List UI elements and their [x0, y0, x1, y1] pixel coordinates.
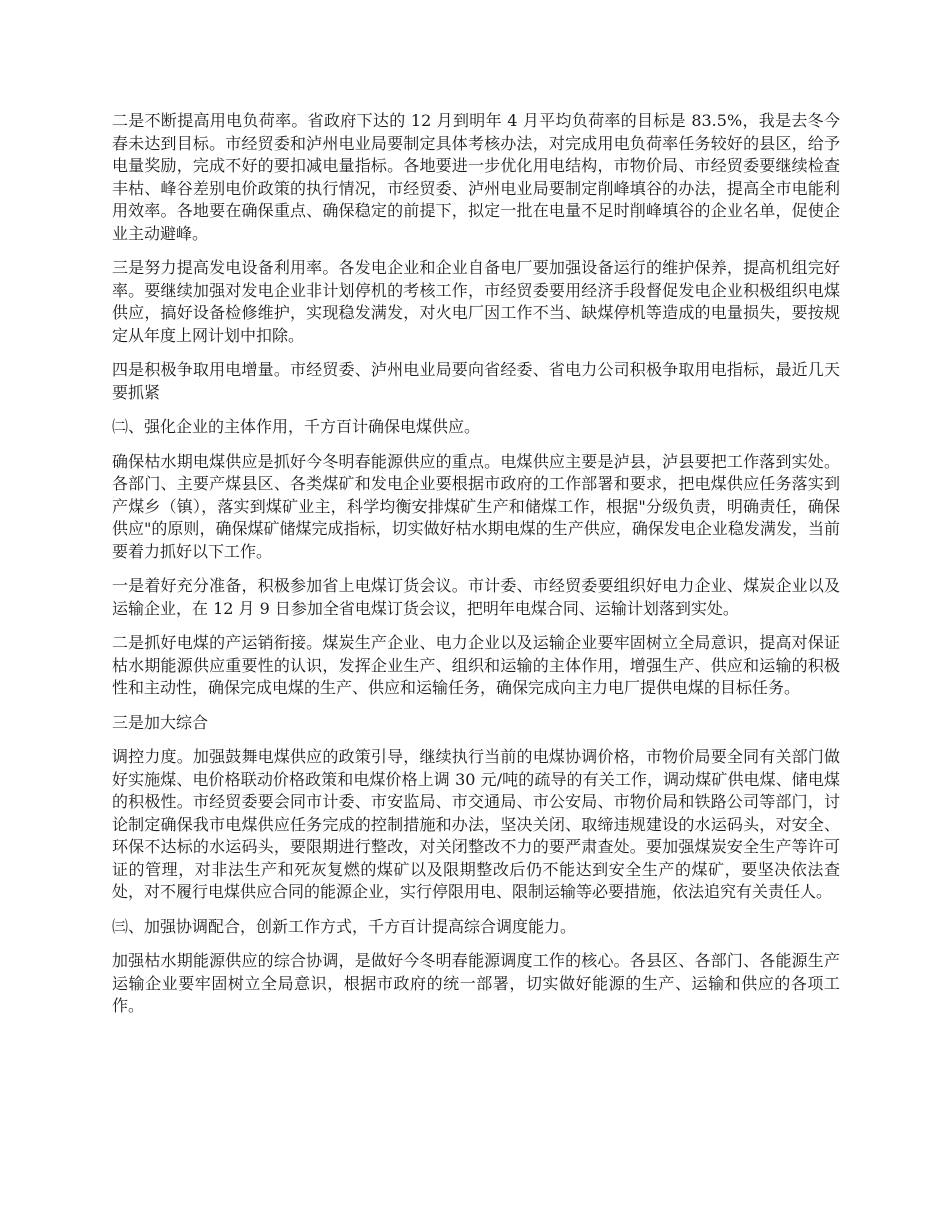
paragraph-5: 一是着好充分准备，积极参加省上电煤订货会议。市计委、市经贸委要组织好电力企业、煤炭企业以及运输企业，在 12 月 9 日参加全省电煤订货会议，把明年电煤合同、运输计划落到实处。 — [112, 576, 840, 618]
section-heading-2: ㈡、强化企业的主体作用，千方百计确保电煤供应。 — [112, 417, 481, 436]
paragraph-1: 二是不断提高用电负荷率。省政府下达的 12 月到明年 4 月平均负荷率的目标是 83.5%，我是去冬今春未达到目标。市经贸委和泸州电业局要制定具体考核办法，对完成用电负荷率任务较好的县区，给予电量奖励，完成不好的要扣减电量指标。各地要进一步优化用电结构，市物价局、市经贸委要继续检查丰枯、峰谷差别电价政策的执行情况，市经贸委、泸州电业局要制定削峰填谷的办法，提高全市电能利用效率。各地要在确保重点、确保稳定的前提下，拟定一批在电量不足时削峰填谷的企业名单，促使企业主动避峰。 — [112, 111, 840, 243]
paragraph-6: 二是抓好电煤的产运销衔接。煤炭生产企业、电力企业以及运输企业要牢固树立全局意识，提高对保证枯水期能源供应重要性的认识，发挥企业生产、组织和运输的主体作用，增强生产、供应和运输的积极性和主动性，确保完成电煤的生产、供应和运输任务，确保完成向主力电厂提供电煤的目标任务。 — [112, 633, 840, 697]
document-body — [112, 110, 840, 1030]
paragraph-9: 加强枯水期能源供应的综合协调，是做好今冬明春能源调度工作的核心。各县区、各部门、各能源生产运输企业要牢固树立全局意识，根据市政府的统一部署，切实做好能源的生产、运输和供应的各项工作。 — [112, 951, 840, 1015]
section-heading-3: ㈢、加强协调配合，创新工作方式，千方百计提高综合调度能力。 — [112, 916, 577, 936]
paragraph-7: 三是加大综合 — [112, 712, 209, 732]
paragraph-2: 三是努力提高发电设备利用率。各发电企业和企业自备电厂要加强设备运行的维护保养，提高机组完好率。要继续加强对发电企业非计划停机的考核工作，市经贸委要用经济手段督促发电企业积极组织电煤供应，搞好设备检修维护，实现稳发满发，对火电厂因工作不当、缺煤停机等造成的电量损失，要按规定从年度上网计划中扣除。 — [112, 258, 840, 345]
paragraph-8: 调控力度。加强鼓舞电煤供应的政策引导，继续执行当前的电煤协调价格，市物价局要全同有关部门做好实施煤、电价格联动价格政策和电煤价格上调 30 元/吨的疏导的有关工作，调动煤矿供电煤、储电煤的积极性。市经贸委要会同市计委、市安监局、市交通局、市公安局、市物价局和铁路公司等部门，讨论制定确保我市电煤供应任务完成的控制措施和办法，坚决关闭、取缔违规建设的水运码头，对安全、环保不达标的水运码头，要限期进行整改，对关闭整改不力的要严肃查处。要加强煤炭安全生产等许可证的管理，对非法生产和死灰复燃的煤矿以及限期整改后仍不能达到安全生产的煤矿，要坚决依法查处，对不履行电煤供应合同的能源企业，实行停限用电、限制运输等必要措施，依法追究有关责任人。 — [112, 747, 840, 901]
paragraph-4: 确保枯水期电煤供应是抓好今冬明春能源供应的重点。电煤供应主要是泸县，泸县要把工作落到实处。各部门、主要产煤县区、各类煤矿和发电企业要根据市政府的工作部署和要求，把电煤供应任务落实到产煤乡（镇），落实到煤矿业主，科学均衡安排煤矿生产和储煤工作，根据"分级负责，明确责任，确保供应"的原则，确保煤矿储煤完成指标，切实做好枯水期电煤的生产供应，确保发电企业稳发满发，当前要着力抓好以下工作。 — [112, 451, 840, 561]
paragraph-3: 四是积极争取用电增量。市经贸委、泸州电业局要向省经委、省电力公司积极争取用电指标，最近几天要抓紧 — [112, 360, 840, 402]
